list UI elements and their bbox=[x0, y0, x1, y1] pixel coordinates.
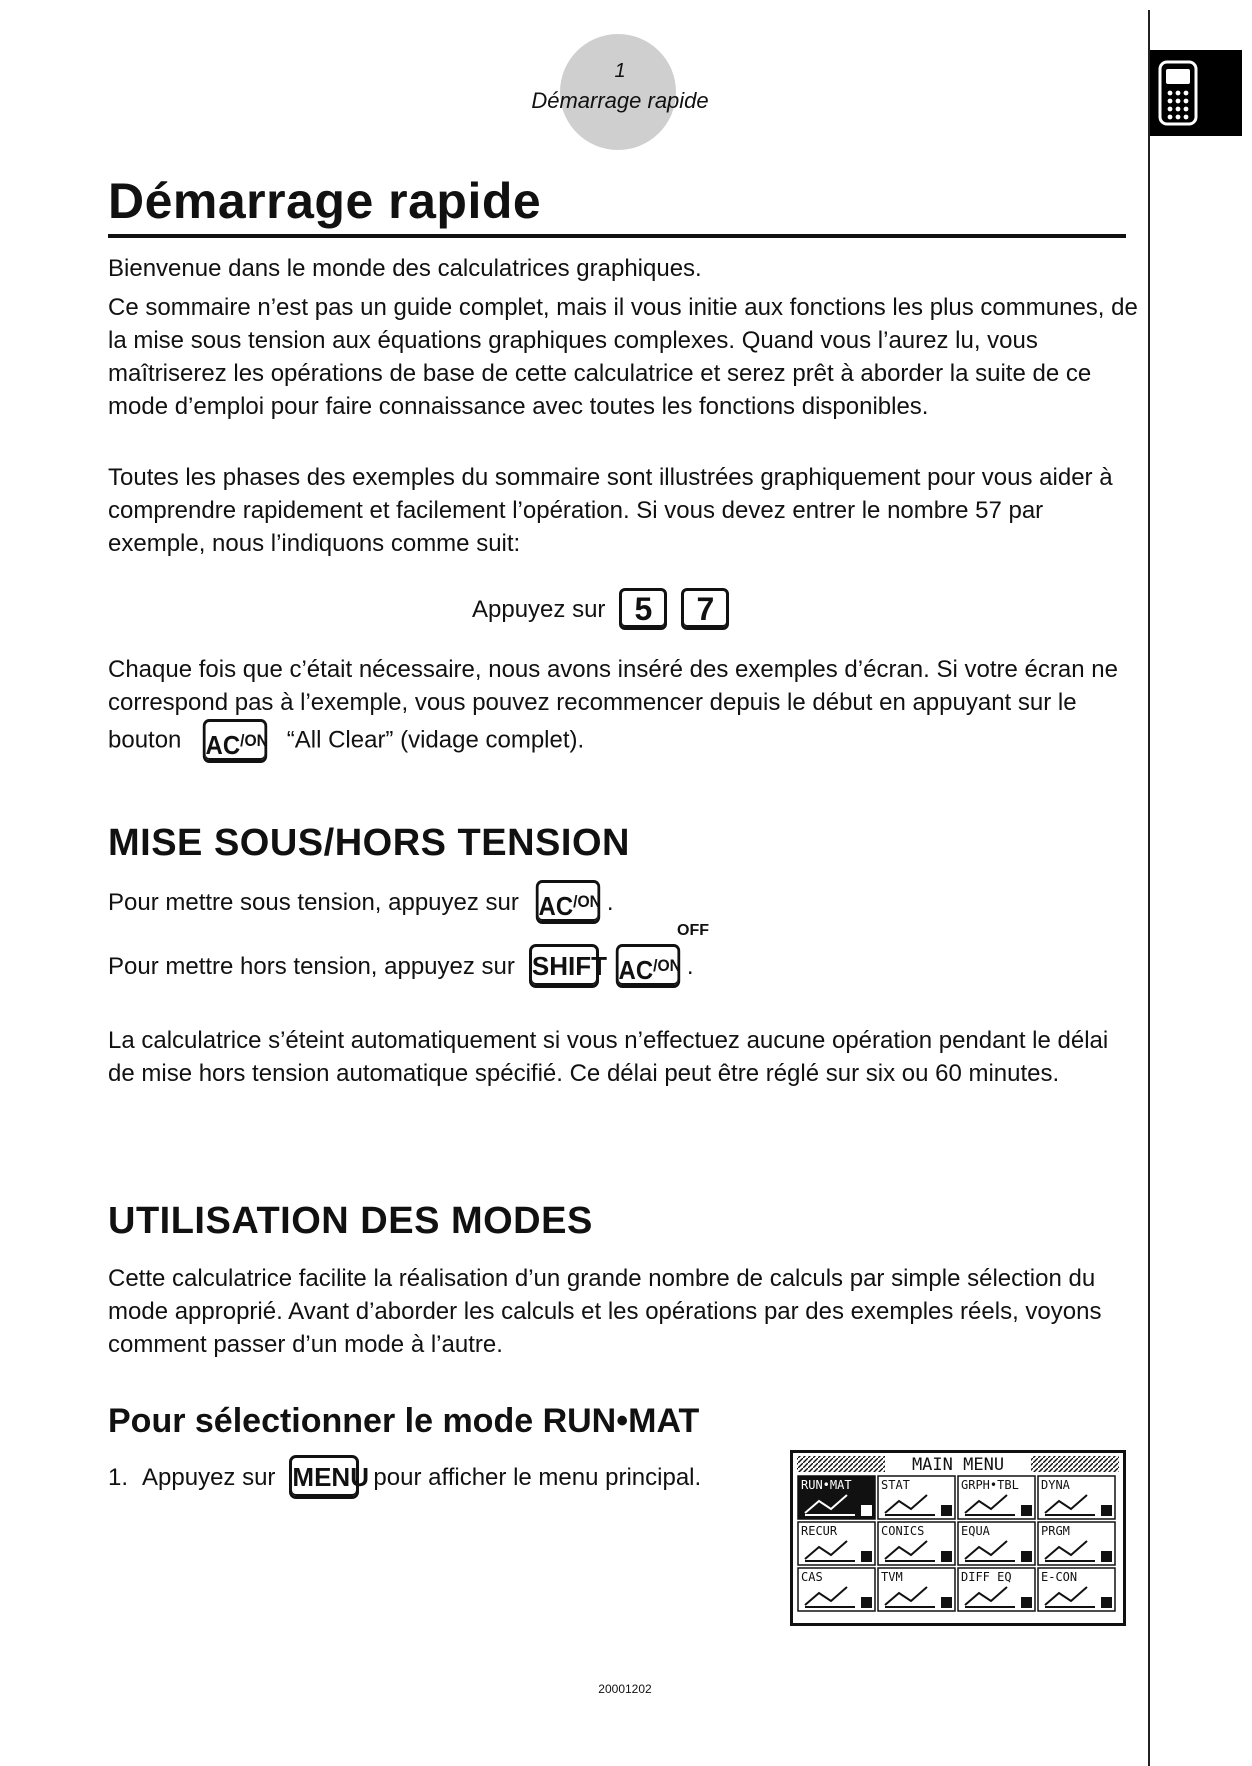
title-rule bbox=[108, 234, 1126, 238]
key-shift: SHIFT bbox=[529, 944, 599, 988]
footer-code: 20001202 bbox=[598, 1682, 652, 1696]
step-1-post: pour afficher le menu principal. bbox=[373, 1463, 702, 1491]
power-on-period: . bbox=[606, 888, 614, 916]
menu-icon-prgm bbox=[1038, 1522, 1115, 1565]
step-1 bbox=[108, 1455, 701, 1499]
menu-icon-dyna bbox=[1038, 1476, 1115, 1519]
page-title: Démarrage rapide bbox=[108, 173, 542, 229]
menu-label: RUN•MAT bbox=[801, 1478, 852, 1492]
menu-label: CONICS bbox=[881, 1524, 925, 1538]
menu-label: RECUR bbox=[801, 1524, 838, 1538]
key-ac-on bbox=[203, 719, 267, 763]
key-ac-on bbox=[536, 880, 600, 924]
power-off-period: . bbox=[686, 952, 694, 980]
menu-icon-equa bbox=[958, 1522, 1035, 1565]
off-label: OFF bbox=[677, 922, 709, 939]
menu-icon-cas bbox=[798, 1568, 875, 1611]
calculator-icon bbox=[1158, 60, 1198, 126]
key-5: 5 bbox=[619, 588, 667, 630]
modes-paragraph: Cette calculatrice facilite la réalisation d’un grande nombre de calculs par simple sélection du mode approprié. Avant d’aborder les calculs et les opérations par des exemples réels, voyons comment passer d’un mode à l’autre. bbox=[108, 1265, 1102, 1358]
title-hatch-right bbox=[1031, 1456, 1119, 1472]
auto-off-paragraph: La calculatrice s’éteint automatiquement si vous n’effectuez aucune opération pendant le délai de mise hors tension automatique spécifié. Ce délai peut être réglé sur six ou 60 minutes. bbox=[108, 1027, 1109, 1087]
menu-label: CAS bbox=[801, 1570, 823, 1584]
power-off-text: Pour mettre hors tension, appuyez sur bbox=[108, 952, 515, 980]
step-number: 1. bbox=[108, 1463, 129, 1491]
main-menu-screen bbox=[790, 1450, 1126, 1626]
menu-icon-grph-tbl bbox=[958, 1476, 1035, 1519]
menu-icon-tvm bbox=[878, 1568, 955, 1611]
key-on-label: /ON bbox=[240, 731, 269, 750]
menu-icon-recur bbox=[798, 1522, 875, 1565]
power-on-text: Pour mettre sous tension, appuyez sur bbox=[108, 888, 519, 916]
key-ac-label: AC bbox=[538, 891, 574, 921]
key-on-label: /ON bbox=[652, 956, 681, 975]
power-heading: MISE SOUS/HORS TENSION bbox=[108, 822, 630, 864]
menu-label: DIFF EQ bbox=[961, 1570, 1012, 1584]
menu-icon-run-mat bbox=[798, 1476, 875, 1519]
menu-icon-diff-eq bbox=[958, 1568, 1035, 1611]
title-hatch-left bbox=[797, 1456, 885, 1472]
key-menu: MENU bbox=[289, 1455, 359, 1499]
key-7: 7 bbox=[681, 588, 729, 630]
step-1-pre: Appuyez sur bbox=[142, 1463, 276, 1491]
menu-icon-e-con bbox=[1038, 1568, 1115, 1611]
modes-heading: UTILISATION DES MODES bbox=[108, 1200, 593, 1242]
main-menu-screen-graphic bbox=[793, 1453, 1123, 1623]
intro-paragraph-1: Bienvenue dans le monde des calculatrices graphiques. bbox=[108, 255, 702, 282]
intro-paragraph-4-end: “All Clear” (vidage complet). bbox=[286, 726, 585, 754]
key-on-label: /ON bbox=[573, 892, 601, 911]
power-on-line bbox=[108, 880, 614, 924]
key-ac-label: AC bbox=[618, 955, 653, 985]
run-mat-subheading: Pour sélectionner le mode RUN•MAT bbox=[108, 1402, 700, 1440]
page-number: 1 bbox=[614, 60, 626, 82]
press-label: Appuyez sur bbox=[472, 595, 606, 623]
header-section-title: Démarrage rapide bbox=[531, 88, 709, 113]
menu-label: GRPH•TBL bbox=[961, 1478, 1019, 1492]
intro-paragraph-2: Ce sommaire n’est pas un guide complet, mais il vous initie aux fonctions les plus communes, de la mise sous tension aux équations graphiques complexes. Quand vous l’aurez lu, vous maîtriserez les opérations de base de cette calculatrice et serez prêt à aborder la suite de ce mode d’emploi pour faire connaissance avec toutes les fonctions disponibles. bbox=[108, 294, 1138, 420]
menu-label: DYNA bbox=[1041, 1478, 1070, 1492]
menu-icon-stat bbox=[878, 1476, 955, 1519]
press-57-example bbox=[472, 588, 729, 630]
menu-label: STAT bbox=[881, 1478, 910, 1492]
key-ac-on bbox=[616, 944, 680, 988]
menu-label: EQUA bbox=[961, 1524, 990, 1538]
intro-paragraph-4-text: Chaque fois que c’était nécessaire, nous avons inséré des exemples d’écran. Si votre écran ne correspond pas à l’exemple, vous pouvez recommencer depuis le début en appuyant sur le bouton bbox=[108, 656, 1118, 754]
menu-label: E-CON bbox=[1041, 1570, 1078, 1584]
screen-title: MAIN MENU bbox=[911, 1455, 1005, 1475]
power-off-line bbox=[108, 944, 694, 988]
margin-rule bbox=[1148, 10, 1150, 1766]
key-ac-label: AC bbox=[205, 730, 241, 760]
intro-paragraph-4 bbox=[108, 653, 1138, 763]
menu-icon-conics bbox=[878, 1522, 955, 1565]
chapter-tab bbox=[1150, 50, 1242, 136]
intro-paragraph-3: Toutes les phases des exemples du sommaire sont illustrées graphiquement pour vous aider à comprendre rapidement et facilement l’opération. Si vous devez entrer le nombre 57 par exemple, nous l’indiquons comme suit: bbox=[108, 464, 1113, 557]
menu-label: PRGM bbox=[1041, 1524, 1070, 1538]
menu-label: TVM bbox=[881, 1570, 903, 1584]
